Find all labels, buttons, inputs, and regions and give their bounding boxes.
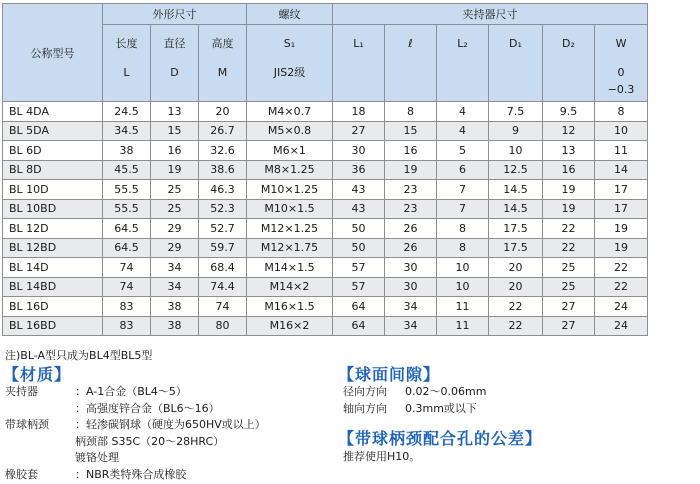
spec-line-value: ：NBR类特殊合成橡胶 [75,467,187,481]
value-cell: 74.4 [199,277,247,297]
value-cell: 8 [385,102,437,122]
table-body [3,102,648,336]
col-header [103,25,151,102]
table-row [3,141,648,161]
spec-line-value: 柄颈部 S35C（20～28HRC） [75,434,225,448]
value-cell: 34 [385,316,437,336]
value-cell: 11 [437,297,489,317]
col-header [543,25,595,102]
value-cell: 20 [199,102,247,122]
value-cell: 22 [543,219,595,239]
value-cell: 74 [199,297,247,317]
col-header-top: D₁ [509,37,522,50]
spec-line-label: 带球柄颈 [5,418,49,431]
value-cell: 24 [595,297,648,317]
value-cell: 50 [333,238,385,258]
value-cell: 16 [385,141,437,161]
value-cell: 64 [333,316,385,336]
model-cell: BL 4DA [3,102,103,122]
value-cell: 30 [385,258,437,278]
table-row [3,160,648,180]
value-cell: M16×1.5 [247,297,333,317]
table-row [3,121,648,141]
spec-line [5,401,266,418]
table-row [3,180,648,200]
value-cell: 26 [385,219,437,239]
value-cell: 38.6 [199,160,247,180]
value-cell: 8 [437,238,489,258]
value-cell: 9.5 [543,102,595,122]
col-header-top: L₁ [353,37,364,50]
model-cell: BL 10BD [3,199,103,219]
model-header: 公称型号 [3,4,103,102]
value-cell: 19 [543,199,595,219]
holder-dim-header: 夹持器尺寸 [333,4,648,25]
col-header [489,25,543,102]
value-cell: M12×1.75 [247,238,333,258]
value-cell: 23 [385,180,437,200]
value-cell: 38 [103,141,151,161]
value-cell: 26.7 [199,121,247,141]
model-cell: BL 6D [3,141,103,161]
value-cell: 68.4 [199,258,247,278]
model-cell: BL 14BD [3,277,103,297]
value-cell: 29 [151,219,199,239]
value-cell: 34.5 [103,121,151,141]
value-cell: 25 [543,258,595,278]
col-header [385,25,437,102]
value-cell: 17 [595,180,648,200]
value-cell: 64.5 [103,219,151,239]
value-cell: 52.7 [199,219,247,239]
spec-line [343,401,486,418]
value-cell: 23 [385,199,437,219]
table-row [3,277,648,297]
table-row [3,238,648,258]
model-cell: BL 8D [3,160,103,180]
spec-line [5,467,266,484]
col-header-top: 高度 [211,37,234,50]
value-cell: 10 [489,141,543,161]
value-cell: 24 [595,316,648,336]
value-cell: 43 [333,180,385,200]
spec-table [2,3,648,336]
table-row [3,102,648,122]
spec-line [5,384,266,401]
spec-line-value: ：轻渗碳钢球（硬度为650HV或以上） [75,418,266,431]
value-cell: M16×2 [247,316,333,336]
spec-line-value: 镀铬处理 [75,451,119,464]
value-cell: 19 [151,160,199,180]
col-header-bottom: M [217,66,228,79]
value-cell: 25 [151,180,199,200]
model-cell: BL 14D [3,258,103,278]
value-cell: 19 [595,219,648,239]
value-cell: 4 [437,102,489,122]
value-cell: 34 [151,277,199,297]
outer-dim-header: 外形尺寸 [103,4,247,25]
value-cell: 7 [437,180,489,200]
value-cell: 7.5 [489,102,543,122]
spec-line-label: 轴向方向 [343,401,387,415]
col-header-top: 长度 [115,37,138,50]
value-cell: 16 [543,160,595,180]
value-cell: 11 [437,316,489,336]
value-cell: 80 [199,316,247,336]
value-cell: 10 [437,277,489,297]
value-cell: 17 [595,199,648,219]
table-row [3,199,648,219]
table-row [3,258,648,278]
spec-line-value: 0.3mm或以下 [405,401,477,415]
value-cell: 4 [437,121,489,141]
value-cell: 13 [543,141,595,161]
value-cell: 38 [151,316,199,336]
value-cell: 15 [151,121,199,141]
value-cell: 12 [543,121,595,141]
thread-header: 螺纹 [247,4,333,25]
value-cell: 64.5 [103,238,151,258]
value-cell: 46.3 [199,180,247,200]
spec-line-label [5,401,75,418]
table-row [3,316,648,336]
col-header-bottom: 0 [617,66,625,79]
value-cell: 43 [333,199,385,219]
value-cell: 83 [103,316,151,336]
col-header [333,25,385,102]
value-cell: 26 [385,238,437,258]
value-cell: 22 [595,277,648,297]
tolerance-title: 【带球柄颈配合孔的公差】 [338,429,543,448]
value-cell: 10 [437,258,489,278]
col-header-bottom: JIS2级 [273,66,306,79]
value-cell: M10×1.25 [247,180,333,200]
value-cell: 19 [595,238,648,258]
spec-line-label [5,450,75,467]
col-header [199,25,247,102]
value-cell: 19 [543,180,595,200]
value-cell: 24.5 [103,102,151,122]
value-cell: 64 [333,297,385,317]
table-row [3,297,648,317]
value-cell: 22 [595,258,648,278]
col-header-bottom2: −0.3 [607,83,635,96]
clearance-list [343,384,486,417]
value-cell: 45.5 [103,160,151,180]
col-header-top: W [615,37,627,50]
value-cell: 7 [437,199,489,219]
value-cell: 27 [543,297,595,317]
col-header [595,25,648,102]
value-cell: M12×1.25 [247,219,333,239]
value-cell: 30 [385,277,437,297]
model-cell: BL 5DA [3,121,103,141]
spec-line [5,434,266,451]
col-header-top: D₂ [562,37,575,50]
value-cell: 9 [489,121,543,141]
value-cell: 11 [595,141,648,161]
model-cell: BL 16D [3,297,103,317]
value-cell: 25 [543,277,595,297]
model-cell: BL 10D [3,180,103,200]
value-cell: 8 [437,219,489,239]
value-cell: M8×1.25 [247,160,333,180]
value-cell: 57 [333,277,385,297]
col-header-bottom: D [170,66,179,79]
table-row [3,219,648,239]
value-cell: 15 [385,121,437,141]
col-header [437,25,489,102]
col-header [151,25,199,102]
value-cell: 20 [489,258,543,278]
value-cell: 14.5 [489,199,543,219]
value-cell: M14×1.5 [247,258,333,278]
col-header-bottom: L [123,66,130,79]
materials-list [5,384,266,483]
col-header [247,25,333,102]
spec-line-value: ：A-1合金（BL4～5） [75,385,187,398]
value-cell: 55.5 [103,180,151,200]
value-cell: 14 [595,160,648,180]
spec-line-label: 橡胶套 [5,467,38,481]
table-note: 注)BL-A型只成为BL4型BL5型 [5,349,153,362]
value-cell: M14×2 [247,277,333,297]
value-cell: 6 [437,160,489,180]
value-cell: 55.5 [103,199,151,219]
value-cell: 22 [543,238,595,258]
value-cell: M5×0.8 [247,121,333,141]
value-cell: 25 [151,199,199,219]
value-cell: 17.5 [489,238,543,258]
materials-title: 【材质】 [3,365,72,384]
model-cell: BL 12D [3,219,103,239]
value-cell: 22 [489,316,543,336]
value-cell: 8 [595,102,648,122]
spec-line-value: ：高强度锌合金（BL6～16） [75,401,220,415]
clearance-title: 【球面间隙】 [338,365,441,384]
value-cell: 27 [333,121,385,141]
spec-line-label [5,434,75,451]
value-cell: 52.3 [199,199,247,219]
value-cell: 14.5 [489,180,543,200]
value-cell: M6×1 [247,141,333,161]
col-header-top: S₁ [283,37,296,50]
value-cell: 27 [543,316,595,336]
value-cell: 34 [385,297,437,317]
value-cell: 50 [333,219,385,239]
value-cell: M4×0.7 [247,102,333,122]
spec-line-label: 夹持器 [5,385,38,398]
value-cell: 30 [333,141,385,161]
value-cell: 20 [489,277,543,297]
value-cell: 57 [333,258,385,278]
value-cell: 18 [333,102,385,122]
value-cell: 38 [151,297,199,317]
value-cell: 22 [489,297,543,317]
value-cell: 19 [385,160,437,180]
model-cell: BL 12BD [3,238,103,258]
col-header-top: ℓ [408,37,413,50]
value-cell: M10×1.5 [247,199,333,219]
value-cell: 5 [437,141,489,161]
value-cell: 10 [595,121,648,141]
spec-line [343,384,486,401]
value-cell: 59.7 [199,238,247,258]
col-header-top: L₂ [457,37,468,50]
value-cell: 29 [151,238,199,258]
spec-line-value: 0.02～0.06mm [405,385,487,398]
value-cell: 32.6 [199,141,247,161]
value-cell: 16 [151,141,199,161]
model-cell: BL 16BD [3,316,103,336]
value-cell: 83 [103,297,151,317]
spec-line [5,417,266,434]
tolerance-text: 推荐使用H10。 [343,450,421,463]
value-cell: 36 [333,160,385,180]
value-cell: 17.5 [489,219,543,239]
value-cell: 13 [151,102,199,122]
value-cell: 34 [151,258,199,278]
value-cell: 74 [103,277,151,297]
value-cell: 74 [103,258,151,278]
col-header-top: 直径 [163,37,186,50]
spec-line [5,450,266,467]
spec-line-label: 径向方向 [343,385,387,398]
value-cell: 12.5 [489,160,543,180]
